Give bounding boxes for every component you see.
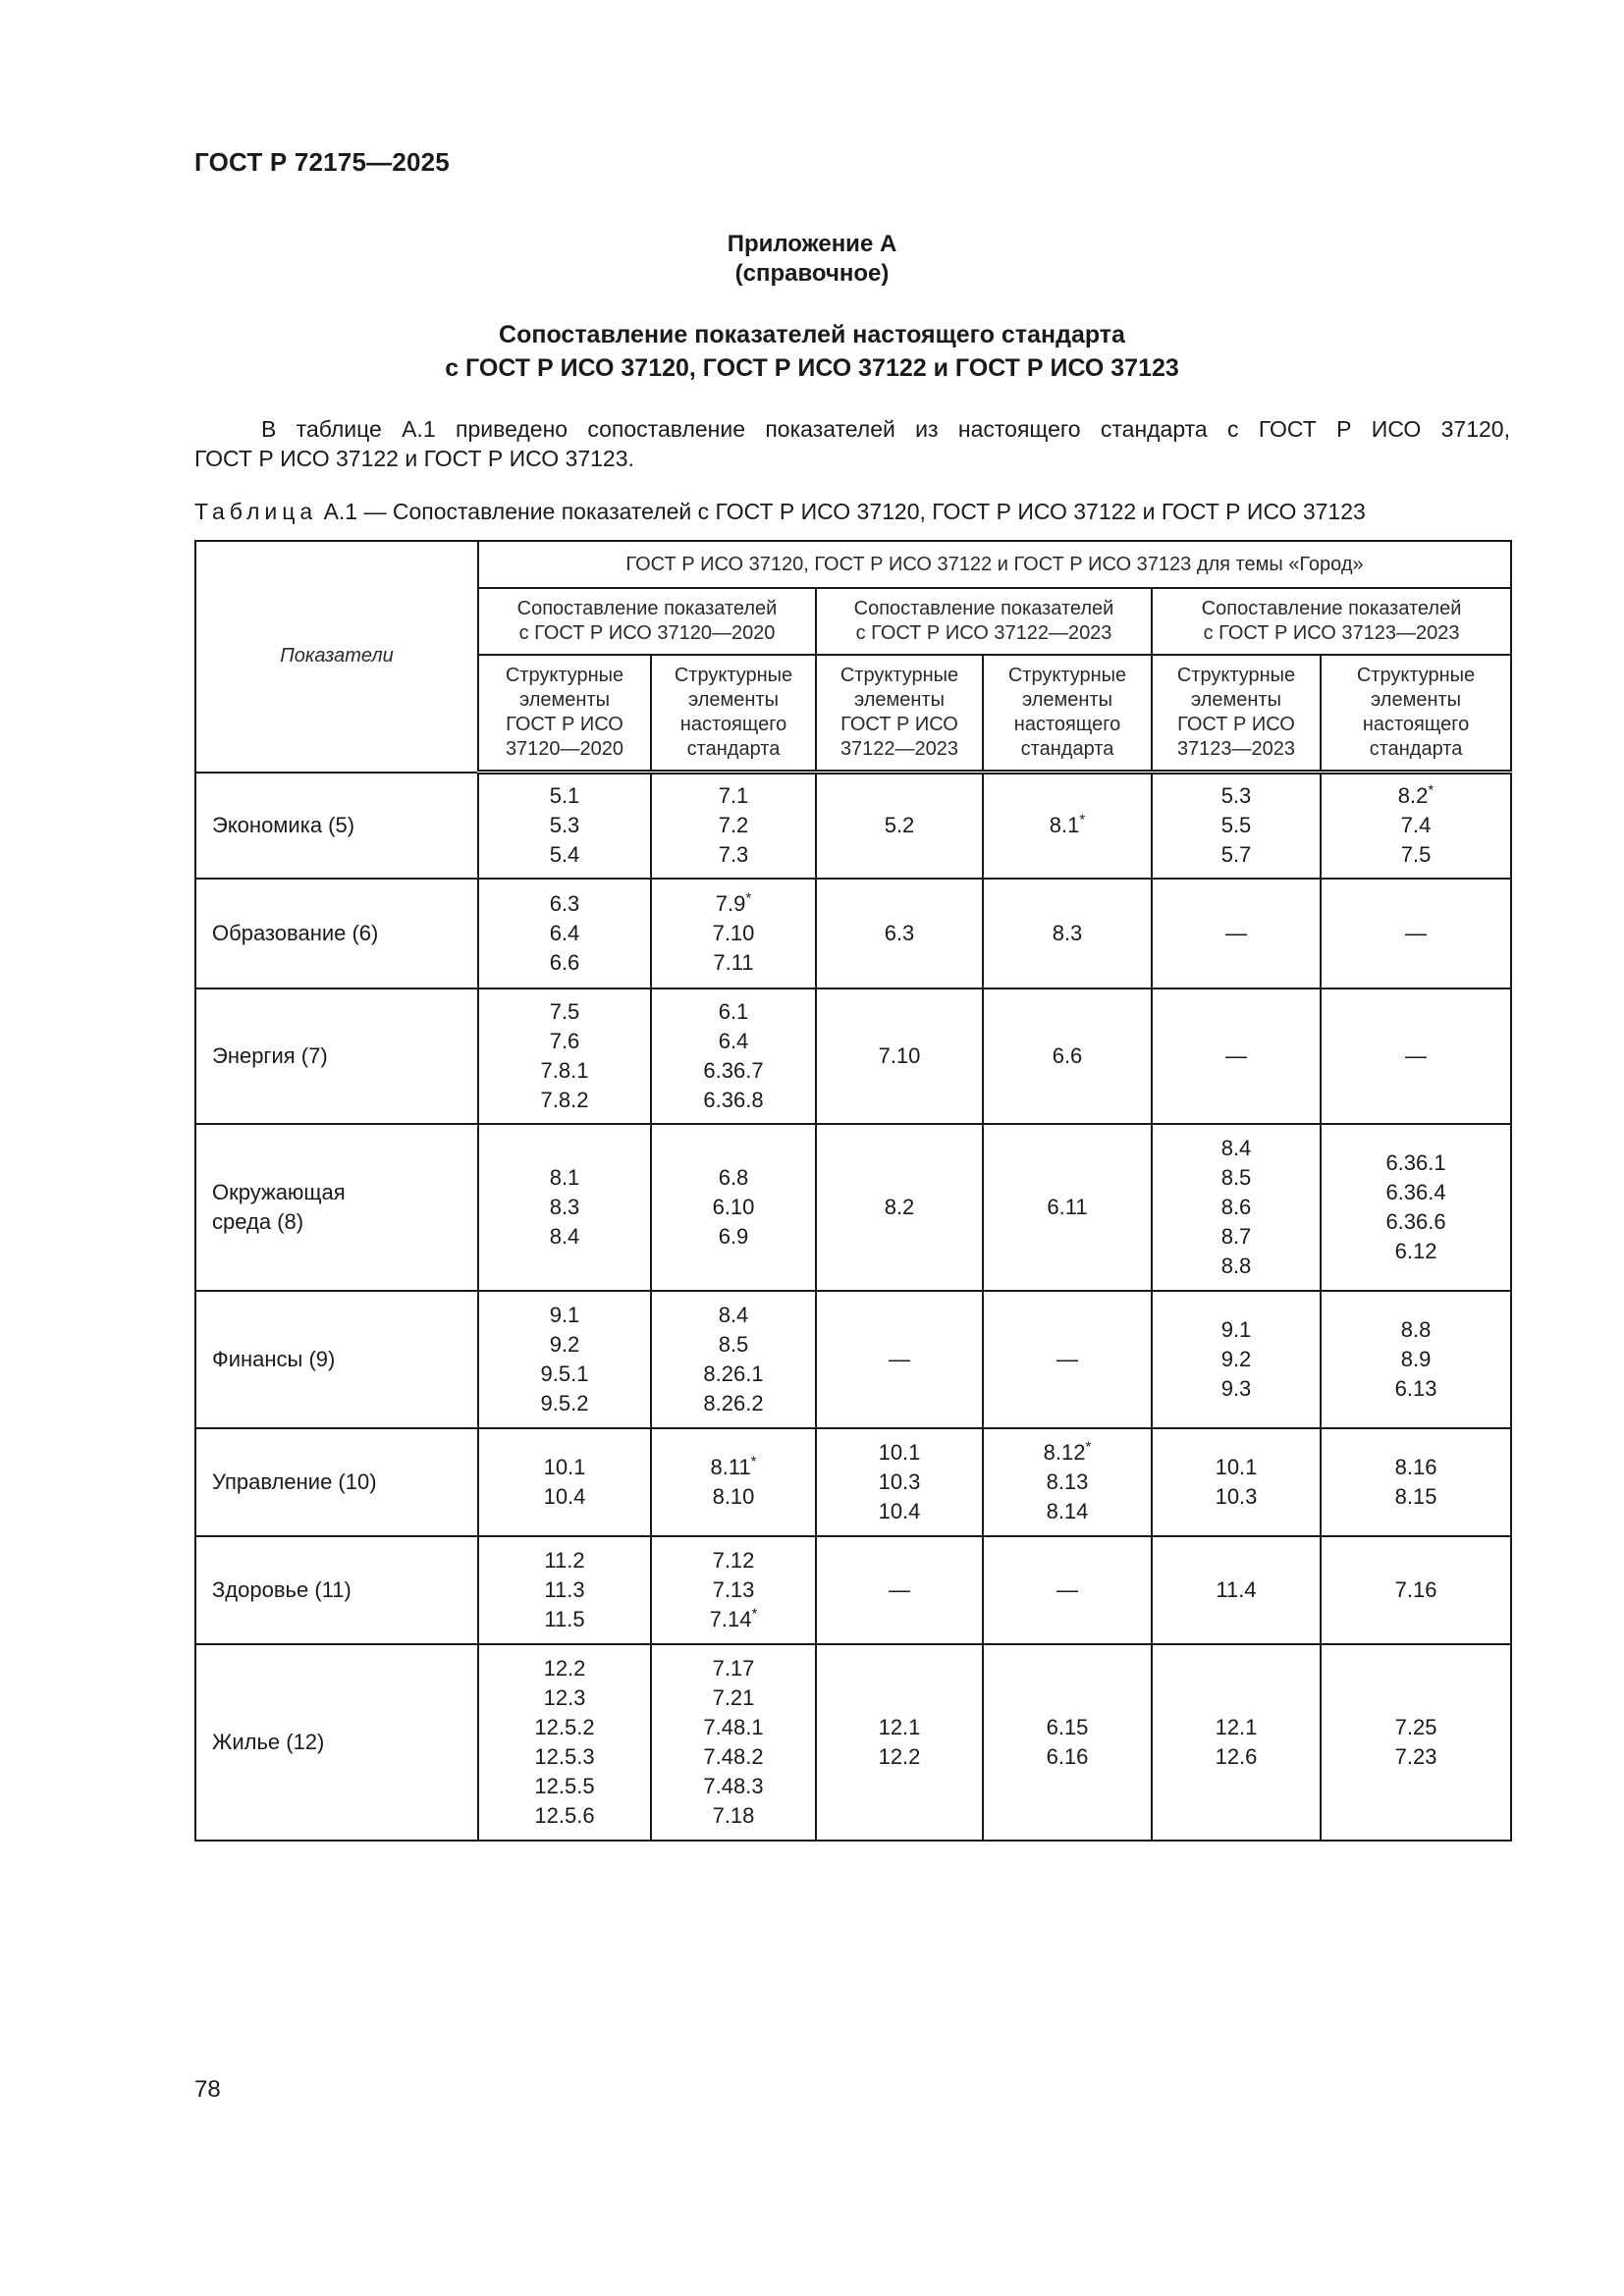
column-header-line: 37120—2020: [505, 738, 624, 760]
section-title-line2: с ГОСТ Р ИСО 37120, ГОСТ Р ИСО 37122 и ГОСТ Р ИСО 37123: [445, 354, 1179, 382]
cell-value: —: [889, 1576, 910, 1602]
table-cell: [1321, 1124, 1511, 1291]
table-cell: [983, 1124, 1152, 1291]
cell-value: 7.48.3: [703, 1773, 764, 1798]
table-cell: [651, 1124, 816, 1291]
cell-value: 8.6: [1220, 1194, 1252, 1219]
cell-value: 8.3: [549, 1194, 580, 1219]
table-cell: [1152, 879, 1321, 988]
table-cell: [1152, 1644, 1321, 1841]
indicator-name-line: Энергия (7): [212, 1042, 328, 1068]
table-cell: [478, 1644, 651, 1841]
table-cell: [983, 1536, 1152, 1644]
cell-value: 8.12*: [1043, 1438, 1092, 1465]
table-cell: [478, 1291, 651, 1428]
table-cell: [1321, 1428, 1511, 1536]
cell-value: 6.36.6: [1385, 1208, 1446, 1234]
cell-value: 7.16: [1394, 1576, 1437, 1602]
column-header-line: настоящего: [1362, 714, 1470, 735]
cell-value: 11.2: [544, 1547, 585, 1573]
cell-value: 11.4: [1216, 1576, 1257, 1602]
table-cell: [816, 1124, 983, 1291]
cell-value: 7.2: [718, 813, 749, 838]
indicator-name-line: Образование (6): [212, 920, 379, 945]
table-row: [195, 773, 1511, 879]
table-cell: [983, 988, 1152, 1124]
group-header-line: Сопоставление показателей: [1201, 598, 1462, 619]
cell-value: 6.15: [1046, 1714, 1089, 1739]
cell-value: 7.18: [712, 1802, 755, 1828]
cell-value: 12.2: [878, 1743, 921, 1769]
column-header-5: [1152, 655, 1321, 773]
cell-value: 6.36.1: [1385, 1149, 1446, 1175]
group-header-line: с ГОСТ Р ИСО 37123—2023: [1203, 622, 1460, 644]
document-code: ГОСТ Р 72175—2025: [194, 147, 450, 177]
table-cell: [983, 1428, 1152, 1536]
table-cell: [651, 1291, 816, 1428]
cell-value: 8.4: [549, 1223, 580, 1249]
table-cell: [1152, 1291, 1321, 1428]
column-header-line: ГОСТ Р ИСО: [1177, 714, 1295, 735]
group-header-line: с ГОСТ Р ИСО 37122—2023: [855, 622, 1112, 644]
cell-value: 6.16: [1046, 1743, 1089, 1769]
group-header-line: Сопоставление показателей: [516, 598, 778, 619]
cell-value: 7.21: [712, 1684, 755, 1710]
table-cell: [1321, 773, 1511, 879]
table-cell: [816, 1644, 983, 1841]
cell-value: 12.5.6: [534, 1802, 595, 1828]
cell-value: 9.1: [1220, 1316, 1252, 1342]
table-cell: [1321, 1291, 1511, 1428]
cell-value: 6.36.7: [703, 1057, 764, 1083]
cell-value: 9.3: [1220, 1375, 1252, 1401]
cell-value: 7.48.2: [703, 1743, 764, 1769]
cell-value: 8.4: [1220, 1135, 1252, 1160]
column-header-line: Структурные: [1176, 665, 1296, 686]
table-cell: [1152, 773, 1321, 879]
cell-value: 10.4: [543, 1483, 586, 1509]
top-header: ГОСТ Р ИСО 37120, ГОСТ Р ИСО 37122 и ГОСТ Р ИСО 37123 для темы «Город»: [478, 541, 1511, 588]
table-cell: [983, 879, 1152, 988]
column-header-line: ГОСТ Р ИСО: [840, 714, 958, 735]
column-header-line: стандарта: [1020, 738, 1114, 760]
indicator-name-line: Здоровье (11): [212, 1576, 352, 1602]
column-header-4: [983, 655, 1152, 773]
group-header-1: [478, 588, 816, 655]
group-header-line: Сопоставление показателей: [853, 598, 1114, 619]
cell-value: 12.3: [543, 1684, 586, 1710]
table-cell: [1152, 988, 1321, 1124]
indicator-name: [195, 1291, 478, 1428]
column-header-line: стандарта: [686, 738, 781, 760]
column-header-line: элементы: [518, 689, 610, 711]
column-header-line: Структурные: [1007, 665, 1127, 686]
table-row: [195, 1536, 1511, 1644]
cell-value: 7.23: [1394, 1743, 1437, 1769]
cell-value: 8.16: [1394, 1454, 1437, 1479]
cell-value: 7.12: [712, 1547, 755, 1573]
cell-value: 7.8.2: [540, 1087, 589, 1112]
intro-paragraph: [194, 414, 1510, 473]
table-cell: [651, 988, 816, 1124]
comparison-table: [194, 540, 1512, 1842]
column-header-line: стандарта: [1369, 738, 1463, 760]
table-cell: [478, 1124, 651, 1291]
cell-value: 11.5: [544, 1606, 585, 1631]
cell-value: 8.8: [1220, 1253, 1252, 1278]
indicator-name-line: Финансы (9): [212, 1346, 336, 1371]
cell-value: 7.9*: [715, 889, 752, 916]
cell-value: 8.1: [549, 1164, 580, 1190]
table-cell: [816, 988, 983, 1124]
cell-value: 12.5.5: [534, 1773, 595, 1798]
indicator-name: [195, 1124, 478, 1291]
cell-value: 5.5: [1220, 813, 1252, 838]
cell-value: —: [1056, 1346, 1078, 1371]
cell-value: 6.8: [718, 1164, 749, 1190]
cell-value: 6.11: [1047, 1194, 1088, 1219]
column-header-line: 37122—2023: [839, 738, 959, 760]
cell-value: 8.15: [1394, 1483, 1437, 1509]
cell-value: 7.1: [718, 783, 749, 809]
table-row: [195, 1124, 1511, 1291]
cell-value: 7.6: [549, 1028, 580, 1053]
table-caption-label: Таблица: [194, 499, 318, 524]
cell-value: 7.5: [549, 998, 580, 1024]
table-cell: [1321, 988, 1511, 1124]
cell-value: 6.36.8: [703, 1087, 764, 1112]
table-header: [195, 541, 1511, 773]
column-header-line: 37123—2023: [1176, 738, 1296, 760]
cell-value: 6.3: [549, 890, 580, 916]
cell-value: —: [1405, 920, 1428, 945]
cell-value: —: [1056, 1576, 1078, 1602]
table-cell: [983, 1644, 1152, 1841]
section-title-line1: Сопоставление показателей настоящего стандарта: [499, 321, 1125, 348]
column-header-line: элементы: [1190, 689, 1281, 711]
indicator-name: [195, 773, 478, 879]
table-cell: [1152, 1536, 1321, 1644]
cell-value: 7.4: [1400, 813, 1432, 838]
cell-value: 10.1: [878, 1439, 921, 1465]
cell-value: 7.13: [712, 1576, 755, 1602]
table-cell: [478, 773, 651, 879]
cell-value: 7.17: [712, 1655, 755, 1681]
cell-value: 8.8: [1400, 1316, 1432, 1342]
table-body: [195, 773, 1511, 1841]
cell-value: 6.9: [718, 1223, 749, 1249]
intro-line1: В таблице А.1 приведено сопоставление показателей из настоящего стандарта с ГОСТ Р ИСО 37120,: [261, 416, 1510, 442]
table-cell: [651, 773, 816, 879]
cell-value: 7.3: [718, 842, 749, 868]
cell-value: 9.1: [549, 1302, 580, 1327]
indicator-name: [195, 988, 478, 1124]
indicator-name: [195, 879, 478, 988]
cell-value: 8.2*: [1397, 781, 1435, 809]
table-cell: [478, 879, 651, 988]
table-cell: [816, 1291, 983, 1428]
column-header-line: элементы: [853, 689, 945, 711]
table-cell: [651, 1644, 816, 1841]
cell-value: —: [1225, 920, 1247, 945]
cell-value: 7.11: [713, 949, 754, 975]
table-cell: [816, 1428, 983, 1536]
column-header-line: настоящего: [1013, 714, 1121, 735]
cell-value: 8.7: [1220, 1223, 1252, 1249]
cell-value: 6.12: [1394, 1238, 1437, 1263]
cell-value: 6.13: [1394, 1375, 1437, 1401]
group-header-3: [1152, 588, 1511, 655]
table-caption: [194, 497, 1366, 526]
column-header-1: [478, 655, 651, 773]
cell-value: 12.1: [878, 1714, 921, 1739]
column-header-line: Структурные: [674, 665, 793, 686]
cell-value: 6.1: [718, 998, 749, 1024]
cell-value: 9.2: [549, 1331, 580, 1357]
table-cell: [478, 988, 651, 1124]
indicator-name-line: Жилье (12): [212, 1729, 325, 1754]
indicator-name-line: среда (8): [212, 1208, 304, 1234]
cell-value: 7.8.1: [540, 1057, 589, 1083]
indicator-name-line: Экономика (5): [212, 812, 355, 837]
cell-value: 10.1: [543, 1454, 586, 1479]
cell-value: 12.5.2: [534, 1714, 595, 1739]
table-row: [195, 1644, 1511, 1841]
column-header-3: [816, 655, 983, 773]
cell-value: 6.4: [718, 1028, 749, 1053]
cell-value: —: [1225, 1042, 1247, 1068]
cell-value: 8.9: [1400, 1346, 1432, 1371]
cell-value: 9.5.1: [540, 1361, 589, 1386]
table-row: [195, 1291, 1511, 1428]
cell-value: 9.5.2: [540, 1390, 589, 1415]
cell-value: 5.3: [549, 813, 580, 838]
table-cell: [651, 1428, 816, 1536]
column-header-line: элементы: [687, 689, 779, 711]
column-header-line: настоящего: [679, 714, 787, 735]
table-cell: [478, 1428, 651, 1536]
cell-value: 5.2: [884, 813, 915, 838]
cell-value: 6.6: [1052, 1042, 1083, 1068]
cell-value: 6.10: [712, 1194, 755, 1219]
table-row: [195, 988, 1511, 1124]
column-header-line: элементы: [1371, 689, 1462, 711]
cell-value: 12.5.3: [534, 1743, 595, 1769]
table-cell: [651, 1536, 816, 1644]
table-cell: [983, 773, 1152, 879]
cell-value: 7.10: [712, 920, 755, 945]
cell-value: 7.25: [1394, 1714, 1437, 1739]
column-header-line: Структурные: [839, 665, 959, 686]
table-cell: [1321, 879, 1511, 988]
table-cell: [651, 879, 816, 988]
cell-value: 12.1: [1215, 1714, 1258, 1739]
cell-value: 10.4: [878, 1498, 921, 1523]
intro-line2: ГОСТ Р ИСО 37122 и ГОСТ Р ИСО 37123.: [194, 446, 634, 471]
cell-value: 8.13: [1046, 1468, 1089, 1494]
cell-value: 12.6: [1215, 1743, 1258, 1769]
cell-value: 9.2: [1220, 1346, 1252, 1371]
table-cell: [1152, 1124, 1321, 1291]
column-header-2: [651, 655, 816, 773]
cell-value: 8.4: [718, 1302, 749, 1327]
table-cell: [816, 879, 983, 988]
cell-value: —: [1405, 1042, 1428, 1068]
cell-value: 6.4: [549, 920, 580, 945]
cell-value: 7.10: [878, 1042, 921, 1068]
table-row: [195, 879, 1511, 988]
cell-value: 7.5: [1400, 842, 1432, 868]
indicator-name-line: Управление (10): [212, 1468, 377, 1494]
cell-value: 6.36.4: [1385, 1179, 1446, 1204]
cell-value: 6.6: [549, 949, 580, 975]
column-header-6: [1321, 655, 1511, 773]
cell-value: 8.14: [1046, 1498, 1089, 1523]
cell-value: 12.2: [543, 1655, 586, 1681]
column-header-line: Структурные: [1356, 665, 1476, 686]
cell-value: 11.3: [544, 1576, 585, 1602]
cell-value: 5.4: [549, 842, 580, 868]
cell-value: 8.11*: [710, 1453, 757, 1479]
group-header-line: с ГОСТ Р ИСО 37120—2020: [518, 622, 776, 644]
cell-value: 8.1*: [1049, 811, 1086, 838]
table-cell: [1321, 1644, 1511, 1841]
table-cell: [983, 1291, 1152, 1428]
cell-value: 8.5: [718, 1331, 749, 1357]
cell-value: 8.10: [712, 1483, 755, 1509]
table-cell: [816, 773, 983, 879]
cell-value: 8.26.1: [703, 1361, 764, 1386]
page-number: 78: [194, 2076, 221, 2103]
indicator-name-line: Окружающая: [212, 1179, 346, 1204]
cell-value: 10.1: [1215, 1454, 1258, 1479]
cell-value: 8.3: [1052, 920, 1083, 945]
table-cell: [1321, 1536, 1511, 1644]
indicator-name: [195, 1428, 478, 1536]
column-header-line: элементы: [1021, 689, 1112, 711]
cell-value: 5.1: [549, 783, 580, 809]
cell-value: 8.2: [884, 1194, 915, 1219]
cell-value: 10.3: [1215, 1483, 1258, 1509]
table-row: [195, 1428, 1511, 1536]
cell-value: 10.3: [878, 1468, 921, 1494]
table-cell: [1152, 1428, 1321, 1536]
group-header-2: [816, 588, 1152, 655]
cell-value: 5.3: [1220, 783, 1252, 809]
indicator-name: [195, 1644, 478, 1841]
cell-value: 6.3: [884, 920, 915, 945]
column-header-line: Структурные: [505, 665, 624, 686]
appendix-subtitle: (справочное): [734, 260, 890, 287]
cell-value: 7.14*: [709, 1605, 758, 1631]
cell-value: —: [889, 1346, 910, 1371]
indicators-header: Показатели: [195, 541, 478, 773]
appendix-title: Приложение А: [727, 231, 897, 257]
table-cell: [478, 1536, 651, 1644]
cell-value: 8.26.2: [703, 1390, 764, 1415]
column-header-line: ГОСТ Р ИСО: [506, 714, 623, 735]
table-caption-text: А.1 — Сопоставление показателей с ГОСТ Р ИСО 37120, ГОСТ Р ИСО 37122 и ГОСТ Р ИСО 37123: [317, 499, 1366, 524]
cell-value: 5.7: [1220, 842, 1252, 868]
table-cell: [816, 1536, 983, 1644]
indicator-name: [195, 1536, 478, 1644]
cell-value: 7.48.1: [703, 1714, 764, 1739]
cell-value: 8.5: [1220, 1164, 1252, 1190]
